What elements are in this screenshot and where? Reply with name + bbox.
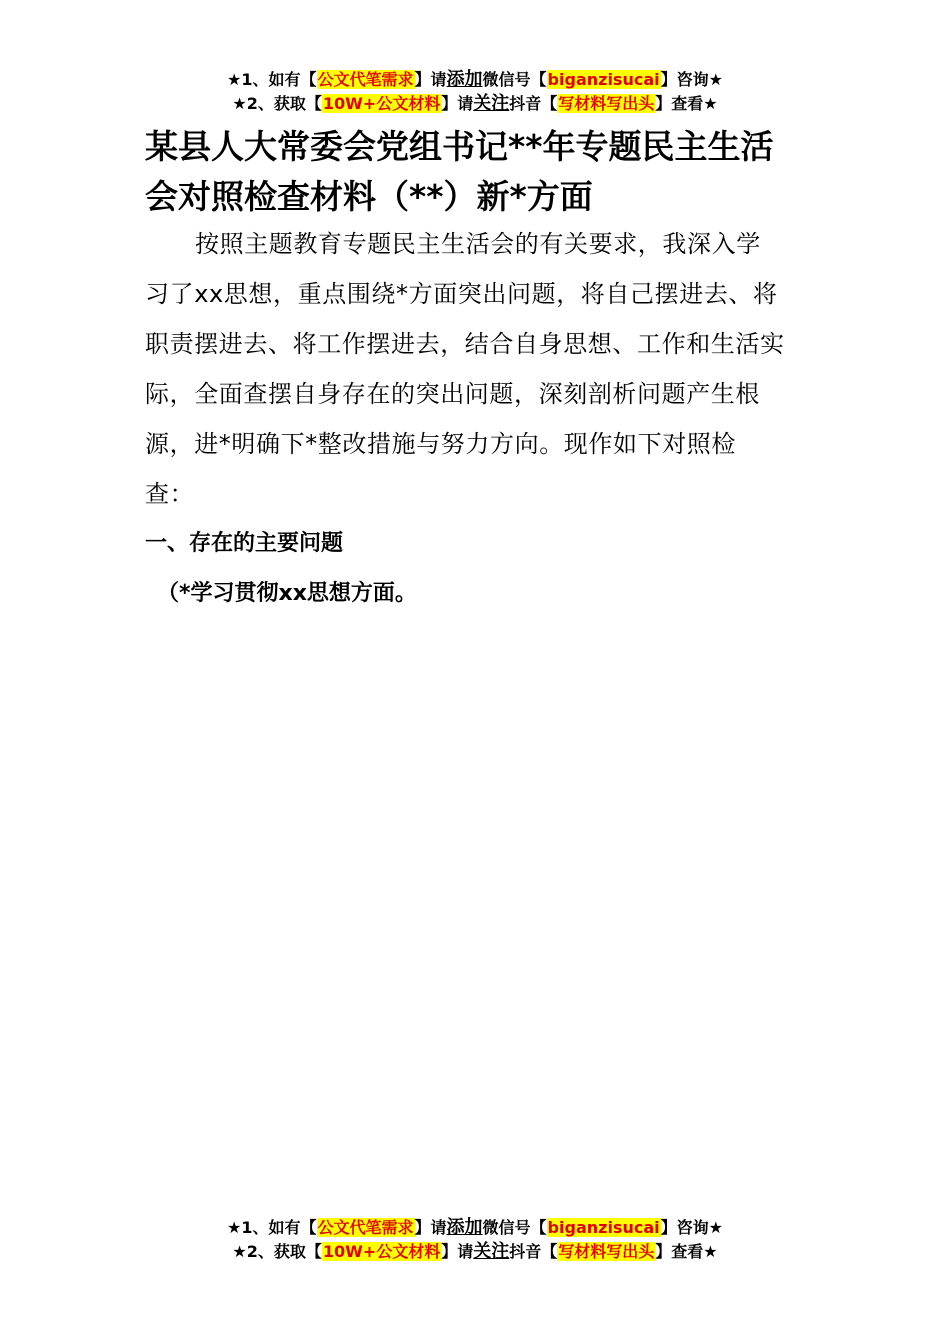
ad-douyin-id: 写材料写出头	[558, 94, 655, 113]
ad-highlight: 10W+公文材料	[322, 1242, 441, 1261]
ad-line-2: ★2、获取【10W+公文材料】请关注抖音【写材料写出头】查看★	[232, 1241, 718, 1262]
ad-highlight: 公文代笔需求	[317, 70, 414, 89]
ad-underlined-text: 关注	[473, 1241, 510, 1262]
subsection-heading: （*学习贯彻xx思想方面。	[157, 581, 417, 606]
ad-underlined-text: 添加	[446, 1217, 483, 1238]
ad-line-2: ★2、获取【10W+公文材料】请关注抖音【写材料写出头】查看★	[232, 93, 718, 114]
header-ad-banner	[0, 68, 950, 116]
intro-paragraph: 按照主题教育专题民主生活会的有关要求，我深入学习了xx思想，重点围绕*方面突出问题，将自己摆进去、将职责摆进去、将工作摆进去，结合自身思想、工作和生活实际，全面查摆自身存在的突出问题，深刻剖析问题产生根源，进*明确下*整改措施与努力方向。现作如下对照检查：	[145, 230, 785, 508]
ad-highlight: 公文代笔需求	[317, 1218, 414, 1237]
ad-douyin-id: 写材料写出头	[558, 1242, 655, 1261]
ad-underlined-text: 关注	[473, 93, 510, 114]
ad-highlight: 10W+公文材料	[322, 94, 441, 113]
document-title: 某县人大常委会党组书记**年专题民主生活会对照检查材料（**）新*方面	[145, 127, 774, 216]
ad-line-1: ★1、如有【公文代笔需求】请添加微信号【biganzisucai】咨询★	[227, 69, 723, 90]
ad-line-1: ★1、如有【公文代笔需求】请添加微信号【biganzisucai】咨询★	[227, 1217, 723, 1238]
section-heading: 一、存在的主要问题	[145, 531, 344, 556]
ad-wechat-id: biganzisucai	[547, 70, 660, 89]
ad-underlined-text: 添加	[446, 69, 483, 90]
ad-wechat-id: biganzisucai	[547, 1218, 660, 1237]
footer-ad-banner	[0, 1216, 950, 1264]
